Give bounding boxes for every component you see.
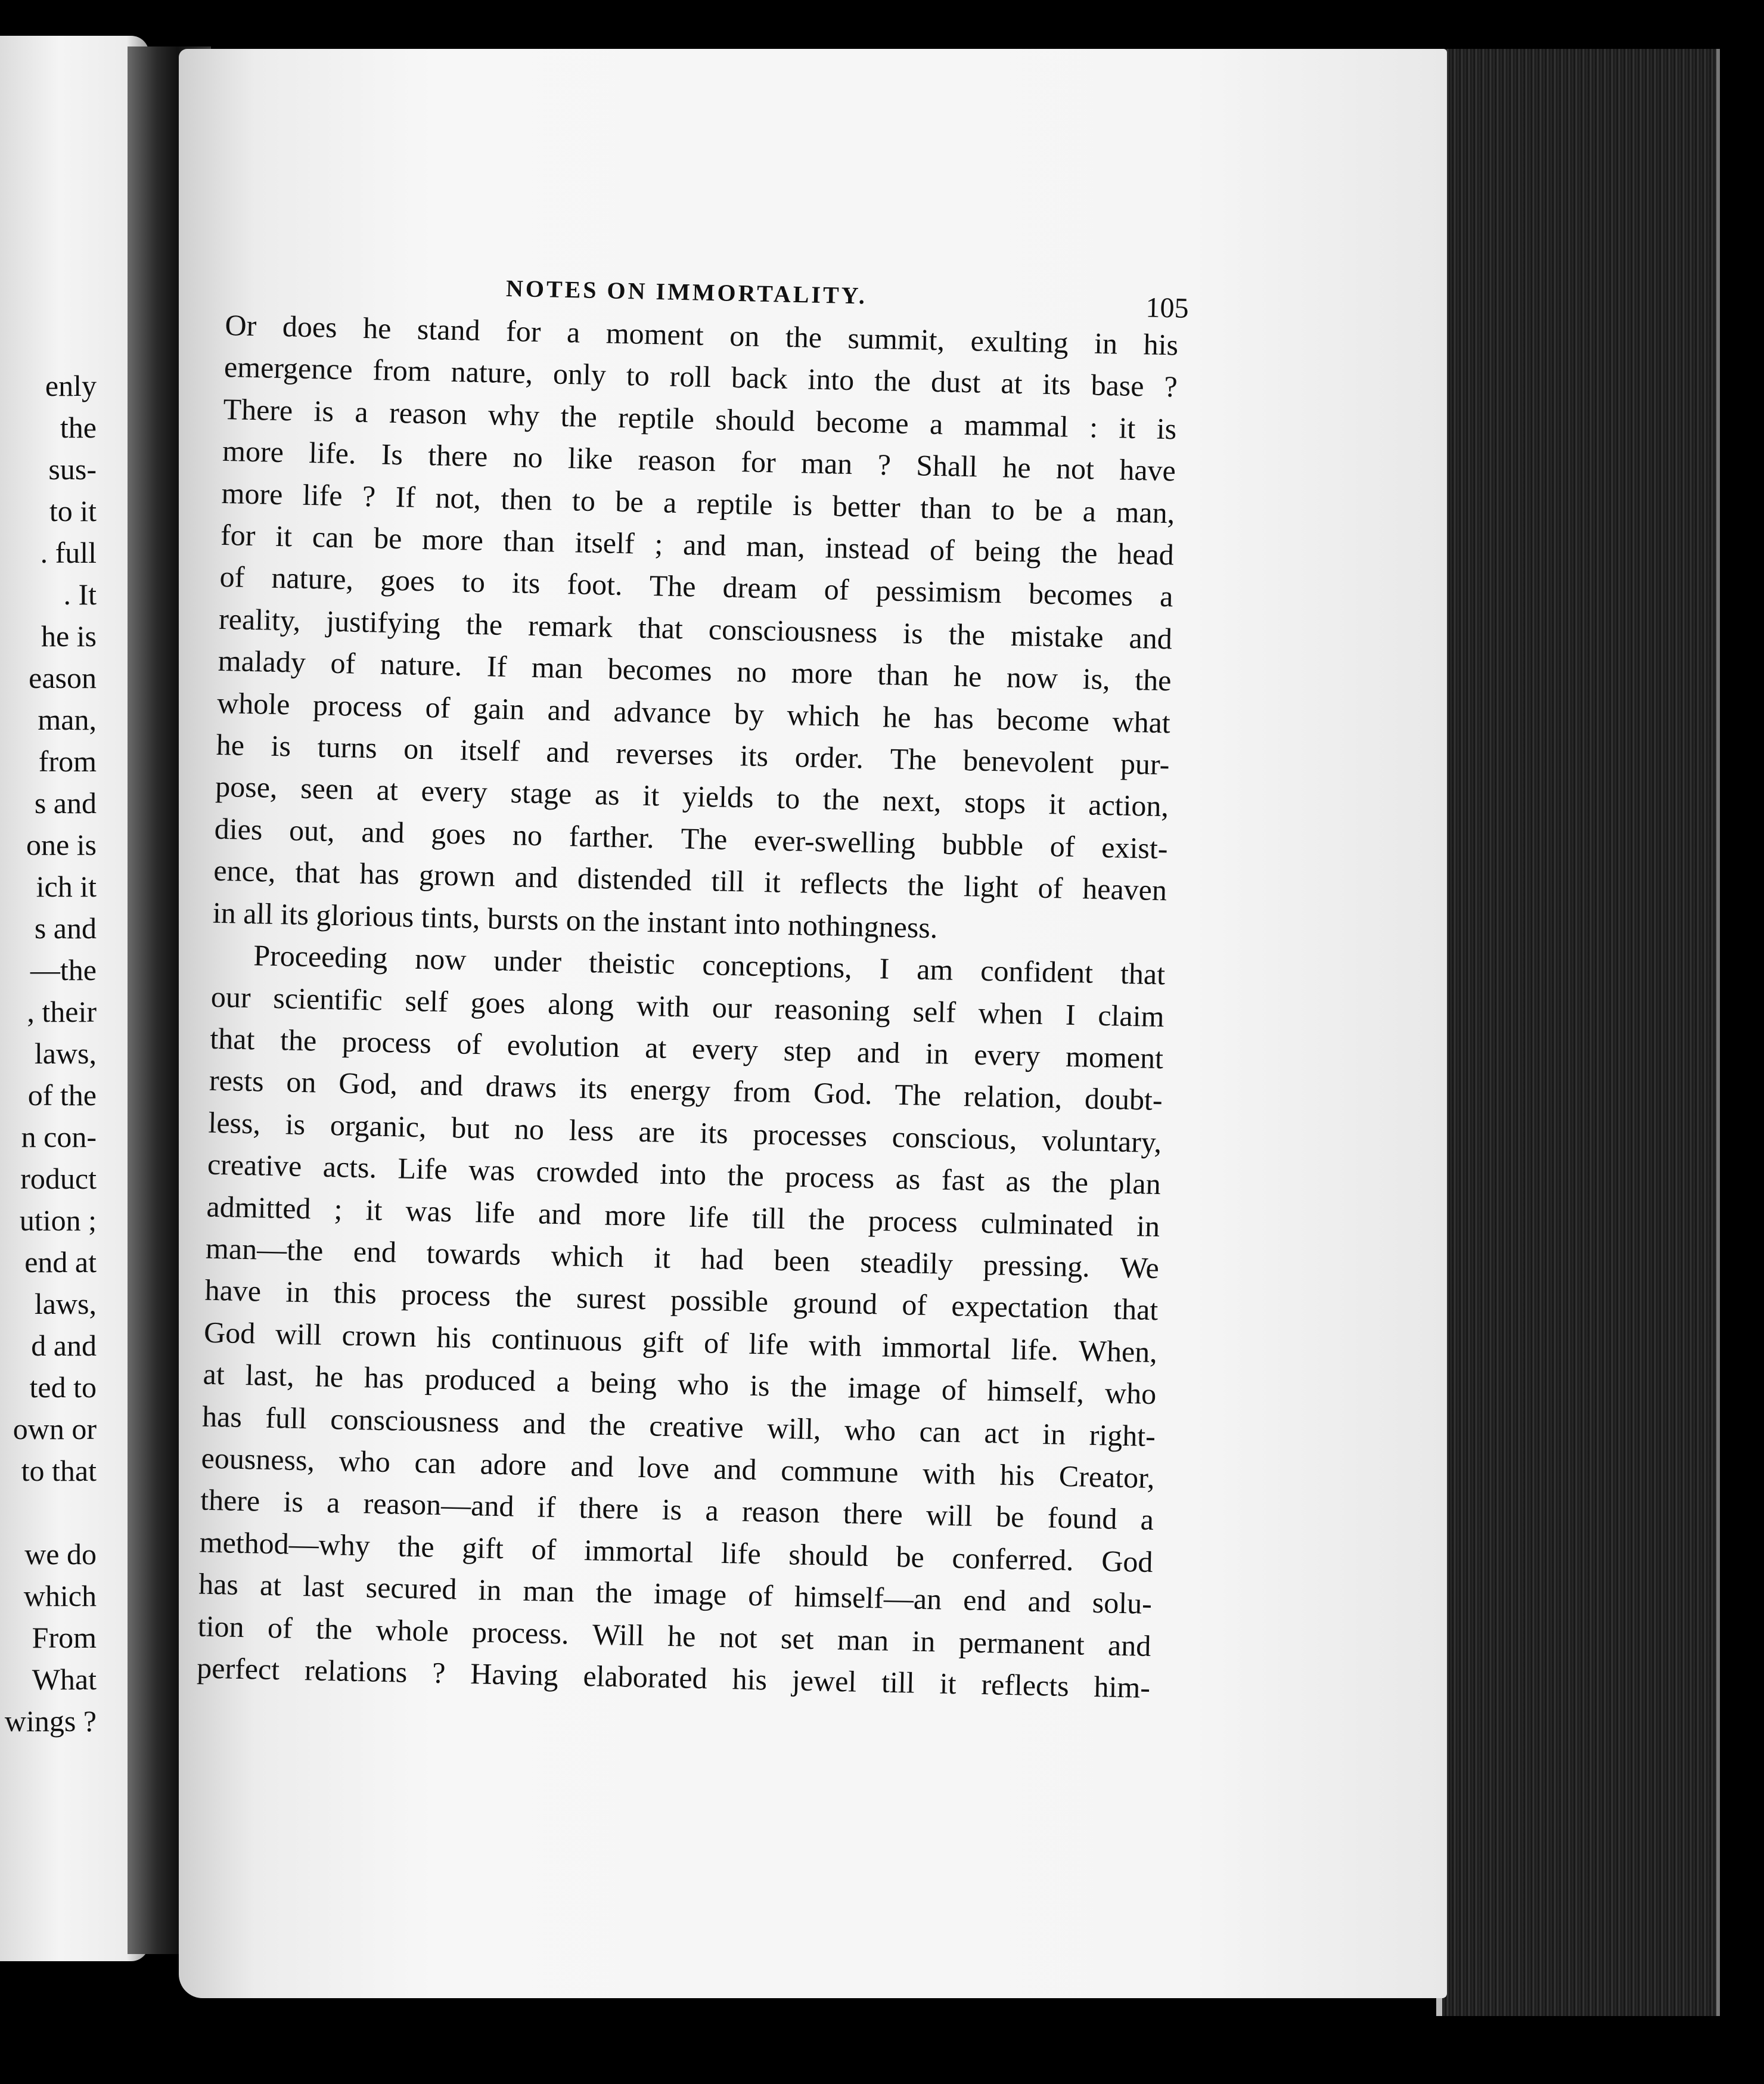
left-page-fragment: laws, bbox=[34, 1037, 97, 1070]
text-line: rests on God, and draws its energy from God. The relation, doubt- bbox=[209, 1063, 1163, 1117]
left-page-fragment: laws, bbox=[34, 1287, 97, 1320]
left-page-fragment: which bbox=[23, 1579, 97, 1612]
text-line: that the process of evolution at every step and in every moment bbox=[209, 1021, 1164, 1075]
text-line: in all its glorious tints, bursts on the instant into nothingness. bbox=[212, 895, 938, 944]
left-page-fragment: wings ? bbox=[4, 1704, 97, 1738]
text-line: whole process of gain and advance by which he has become what bbox=[216, 686, 1171, 739]
left-page-fragment: . full bbox=[40, 536, 97, 569]
text-line: Or does he stand for a moment on the summit, exulting in his bbox=[225, 308, 1179, 362]
text-line: eousness, who can adore and love and commune with his Creator, bbox=[201, 1441, 1156, 1495]
left-page-fragment: s and bbox=[34, 786, 97, 820]
text-line: reality, justifying the remark that consciousness is the mistake and bbox=[218, 601, 1173, 656]
left-page-fragment: own or bbox=[13, 1412, 97, 1446]
left-page-fragment: enly bbox=[45, 369, 97, 402]
left-page-fragment: end at bbox=[24, 1245, 97, 1279]
text-line: man—the end towards which it had been steadily pressing. We bbox=[205, 1231, 1160, 1285]
text-line: less, is organic, but no less are its processes conscious, voluntary, bbox=[207, 1105, 1162, 1159]
text-line: There is a reason why the reptile should become a mammal : it is bbox=[223, 392, 1177, 446]
text-line: emergence from nature, only to roll back into the dust at its base ? bbox=[223, 350, 1178, 404]
text-line: of nature, goes to its foot. The dream of pessimism becomes a bbox=[219, 560, 1173, 613]
left-page-fragment: n con- bbox=[21, 1120, 97, 1153]
left-page bbox=[0, 36, 149, 1961]
text-line: there is a reason—and if there is a reason there will be found a bbox=[200, 1483, 1154, 1537]
page-stack-edge bbox=[1436, 49, 1720, 2016]
text-line: method—why the gift of immortal life should be conferred. God bbox=[199, 1525, 1154, 1578]
text-line: pose, seen at every stage as it yields to the next, stops it action, bbox=[215, 770, 1169, 823]
text-line: admitted ; it was life and more life till the process culminated in bbox=[206, 1189, 1160, 1243]
left-page-fragment: of the bbox=[27, 1078, 97, 1112]
left-page-fragment: eason bbox=[29, 661, 97, 694]
left-page-fragment: What bbox=[32, 1663, 97, 1696]
left-page-fragment: the bbox=[60, 411, 97, 444]
right-page-text-block bbox=[196, 256, 1190, 1708]
text-line: our scientific self goes along with our reasoning self when I claim bbox=[210, 979, 1165, 1033]
body-text bbox=[197, 304, 1179, 1708]
left-page-text-fragments bbox=[5, 365, 97, 1742]
left-page-fragment: d and bbox=[31, 1329, 97, 1362]
left-page-fragment: to that bbox=[21, 1454, 97, 1487]
running-head-title: NOTES ON IMMORTALITY. bbox=[505, 274, 868, 309]
left-page-fragment: . It bbox=[63, 578, 97, 611]
text-line: God will crown his continuous gift of life with immortal life. When, bbox=[203, 1315, 1158, 1369]
left-page-fragment: man, bbox=[38, 703, 97, 736]
text-line: tion of the whole process. Will he not set man in permanent and bbox=[197, 1609, 1151, 1663]
text-line: has full consciousness and the creative will, who can act in right- bbox=[201, 1399, 1156, 1453]
left-page-fragment: from bbox=[38, 745, 97, 778]
text-line: he is turns on itself and reverses its order. The benevolent pur- bbox=[216, 727, 1170, 782]
left-page-fragment: to it bbox=[49, 494, 97, 528]
left-page-fragment: —the bbox=[30, 953, 97, 987]
left-page-fragment: From bbox=[32, 1621, 97, 1654]
text-line: have in this process the surest possible ground of expectation that bbox=[204, 1273, 1159, 1327]
left-page-fragment: roduct bbox=[20, 1162, 97, 1195]
text-line: malady of nature. If man becomes no more than he now is, the bbox=[218, 644, 1172, 697]
left-page-fragment: sus- bbox=[48, 452, 97, 486]
text-line: more life. Is there no like reason for man ? Shall he not have bbox=[222, 434, 1176, 488]
left-page-fragment: , their bbox=[27, 995, 97, 1028]
text-line: for it can be more than itself ; and man, instead of being the head bbox=[220, 517, 1175, 572]
left-page-fragment: ich it bbox=[36, 870, 97, 903]
page-number: 105 bbox=[1145, 291, 1190, 324]
left-page-fragment: ution ; bbox=[19, 1204, 97, 1237]
text-line: creative acts. Life was crowded into the process as fast as the plan bbox=[207, 1147, 1161, 1201]
text-line: perfect relations ? Having elaborated his jewel till it reflects him- bbox=[196, 1651, 1151, 1704]
left-page-fragment bbox=[5, 1491, 97, 1533]
left-page-fragment: s and bbox=[34, 911, 97, 945]
left-page-fragment: one is bbox=[26, 828, 97, 861]
left-page-fragment: we do bbox=[24, 1537, 97, 1571]
text-line: dies out, and goes no farther. The ever-swelling bubble of exist- bbox=[214, 811, 1169, 866]
text-line: more life ? If not, then to be a reptile is better than to be a man, bbox=[221, 476, 1175, 530]
text-line: ence, that has grown and distended till it reflects the light of heaven bbox=[213, 854, 1167, 907]
left-page-fragment: he is bbox=[41, 619, 97, 653]
text-line: Proceeding now under theistic conceptions, I am confident that bbox=[253, 938, 1166, 991]
text-line: has at last secured in man the image of himself—an end and solu- bbox=[198, 1567, 1153, 1621]
left-page-fragment: ted to bbox=[29, 1370, 97, 1404]
text-line: at last, he has produced a being who is the image of himself, who bbox=[203, 1357, 1157, 1411]
